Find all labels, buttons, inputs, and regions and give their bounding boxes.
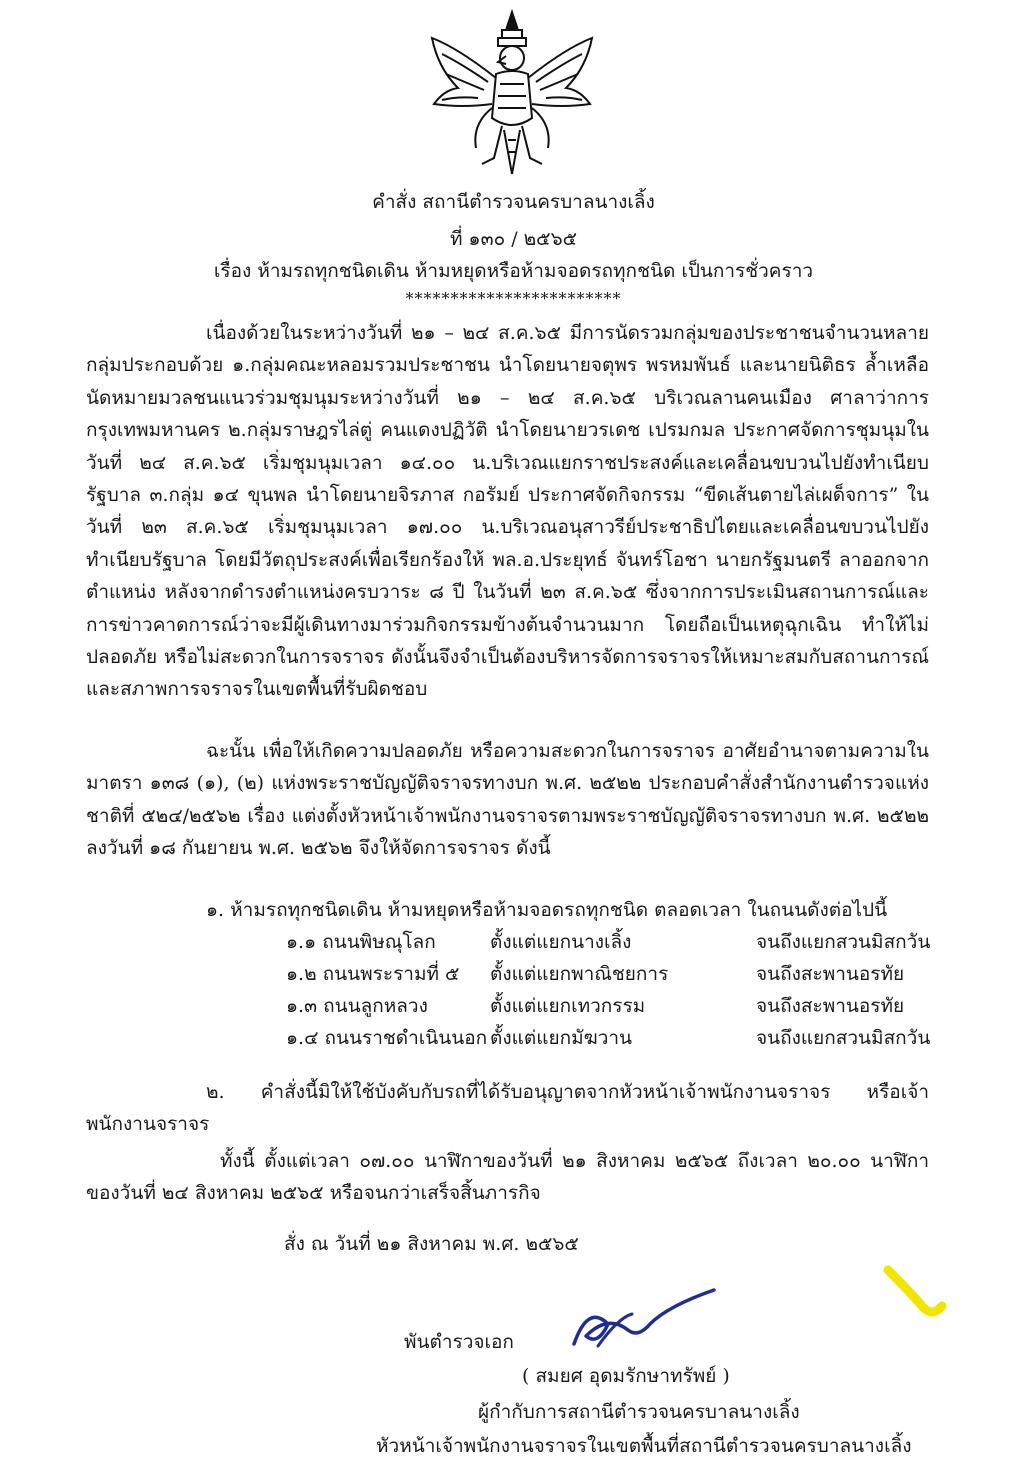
handwritten-signature [568, 1284, 718, 1364]
road-from: ตั้งแต่แยกพาณิชยการ [490, 963, 669, 985]
road-row [0, 990, 1027, 1022]
signer-rank: พันตำรวจเอก [404, 1331, 514, 1353]
road-row [0, 926, 1027, 958]
item1-heading: ๑. ห้ามรถทุกชนิดเดิน ห้ามหยุดหรือห้ามจอดรถทุกชนิด ตลอดเวลา ในถนนดังต่อไปนี้ [206, 899, 888, 921]
separator: ************************ [405, 289, 622, 308]
order-number: ที่ ๑๓๐ / ๒๕๖๕ [449, 228, 578, 250]
road-name: ๑.๑ ถนนพิษณุโลก [286, 931, 436, 953]
order-title: คำสั่ง สถานีตำรวจนครบาลนางเลิ้ง [372, 191, 655, 213]
paragraph-background: เนื่องด้วยในระหว่างวันที่ ๒๑ – ๒๔ ส.ค.๖๕ มีการนัดรวมกลุ่มของประชาชนจำนวนหลายกลุ่มประกอบด้วย ๑.กลุ่มคณะหลอมรวมประชาชน นำโดยนายจตุพร พรหมพันธ์ และนายนิติธร ล้ำเหลือ นัดหมายมวลชนแนวร่วมชุมนุมระหว่างวันที่ ๒๑ – ๒๔ ส.ค.๖๕ บริเวณลานคนเมือง ศาลาว่าการกรุงเทพมหานคร ๒.กลุ่มราษฎรไล่ตู่ คนแดงปฏิวัติ นำโดยนายวรเดช เปรมกมล ประกาศจัดการชุมนุมในวันที่ ๒๔ ส.ค.๖๕ เริ่มชุมนุมเวลา ๑๔.๐๐ น.บริเวณแยกราชประสงค์และเคลื่อนขบวนไปยังทำเนียบรัฐบาล ๓.กลุ่ม ๑๔ ขุนพล นำโดยนายจิรภาส กอรัมย์ ประกาศจัดกิจกรรม “ขีดเส้นตายไล่เผด็จการ” ในวันที่ ๒๓ ส.ค.๖๕ เริ่มชุมนุมเวลา ๑๗.๐๐ น.บริเวณอนุสาวรีย์ประชาธิปไตยและเคลื่อนขบวนไปยังทำเนียบรัฐบาล โดยมีวัตถุประสงค์เพื่อเรียกร้องให้ พล.อ.ประยุทธ์ จันทร์โอชา นายกรัฐมนตรี ลาออกจากตำแหน่ง หลังจากดำรงตำแหน่งครบวาระ ๘ ปี ในวันที่ ๒๓ ส.ค.๖๕ ซึ่งจากการประเมินสถานการณ์และการข่าวคาดการณ์ว่าจะมีผู้เดินทางมาร่วมกิจกรรมข้างต้นจำนวนมาก โดยถือเป็นเหตุฉุกเฉิน ทำให้ไม่ปลอดภัย หรือไม่สะดวกในการจราจร ดังนั้นจึงจำเป็นต้องบริหารจัดการจราจรให้เหมาะสมกับสถานการณ์และสภาพการจราจรในเขตพื้นที่รับผิดชอบ [86, 322, 929, 701]
signer-name: ( สมยศ อุดมรักษาทรัพย์ ) [522, 1365, 730, 1387]
road-from: ตั้งแต่แยกมัฆวาน [490, 1027, 633, 1049]
order-subject: เรื่อง ห้ามรถทุกชนิดเดิน ห้ามหยุดหรือห้ามจอดรถทุกชนิด เป็นการชั่วคราว [213, 260, 814, 282]
road-to: จนถึงแยกสวนมิสกวัน [756, 1027, 931, 1049]
road-to: จนถึงสะพานอรทัย [756, 995, 905, 1017]
road-to: จนถึงแยกสวนมิสกวัน [756, 931, 931, 953]
road-name: ๑.๔ ถนนราชดำเนินนอก [286, 1027, 488, 1049]
road-row [0, 1022, 1027, 1054]
road-to: จนถึงสะพานอรทัย [756, 963, 905, 985]
highlighter-mark [880, 1262, 950, 1322]
item2-exemption: ๒. คำสั่งนี้มิให้ใช้บังคับกับรถที่ได้รับอนุญาตจากหัวหน้าเจ้าพนักงานจราจร หรือเจ้าพนักงานจราจร [86, 1081, 929, 1136]
ordered-date: สั่ง ณ วันที่ ๒๑ สิงหาคม พ.ศ. ๒๕๖๕ [284, 1233, 579, 1255]
road-name: ๑.๓ ถนนลูกหลวง [286, 995, 428, 1017]
signer-title: หัวหน้าเจ้าพนักงานจราจรในเขตพื้นที่สถานีตำรวจนครบาลนางเลิ้ง [376, 1435, 912, 1457]
road-from: ตั้งแต่แยกเทวกรรม [490, 995, 646, 1017]
road-name: ๑.๒ ถนนพระรามที่ ๕ [286, 963, 460, 985]
signer-position: ผู้กำกับการสถานีตำรวจนครบาลนางเลิ้ง [478, 1401, 800, 1423]
paragraph-authority: ฉะนั้น เพื่อให้เกิดความปลอดภัย หรือความสะดวกในการจราจร อาศัยอำนาจตามความในมาตรา ๑๓๘ (๑), (๒) แห่งพระราชบัญญัติจราจรทางบก พ.ศ. ๒๕๒๒ ประกอบคำสั่งสำนักงานตำรวจแห่งชาติที่ ๕๒๔/๒๕๖๒ เรื่อง แต่งตั้งหัวหน้าเจ้าพนักงานจราจรตามพระราชบัญญัติจราจรทางบก พ.ศ. ๒๕๒๒ ลงวันที่ ๑๘ กันยายน พ.ศ. ๒๕๖๒ จึงให้จัดการจราจร ดังนี้ [86, 740, 929, 860]
effective-period: ทั้งนี้ ตั้งแต่เวลา ๐๗.๐๐ นาฬิกาของวันที่ ๒๑ สิงหาคม ๒๕๖๕ ถึงเวลา ๒๐.๐๐ นาฬิกาของวันที่ ๒๔ สิงหาคม ๒๕๖๕ หรือจนกว่าเสร็จสิ้นภารกิจ [86, 1150, 929, 1205]
road-row [0, 958, 1027, 990]
road-from: ตั้งแต่แยกนางเลิ้ง [490, 931, 632, 953]
garuda-emblem [418, 8, 606, 180]
